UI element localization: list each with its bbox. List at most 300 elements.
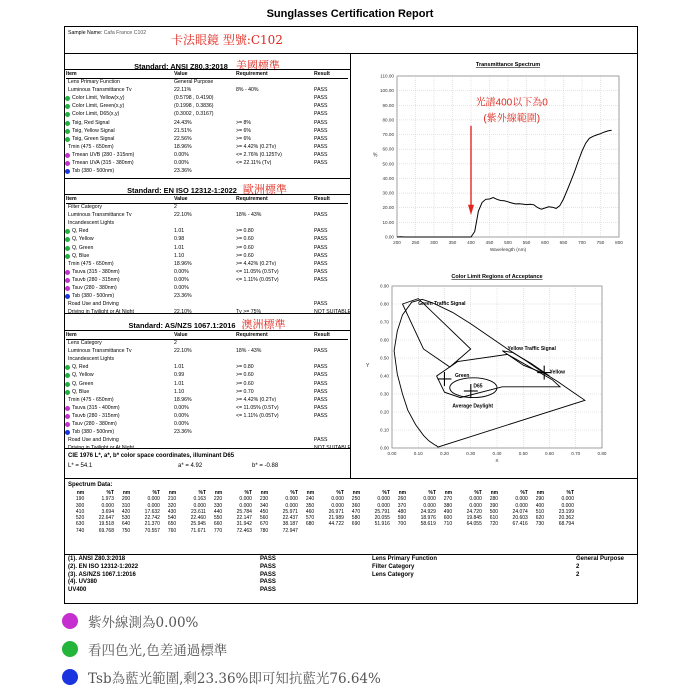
y-tick-label: 0.90 [380, 283, 389, 289]
spectrum-header-cell: nm [536, 490, 545, 496]
spectrum-cell: 230 [259, 496, 269, 503]
spectrum-cell: 470 [351, 508, 361, 515]
label-average-daylight: Average Daylight [452, 403, 494, 410]
status-dot-icon [65, 169, 70, 174]
status-dot-icon [65, 286, 70, 291]
spectrum-cell: 22.742 [144, 515, 160, 522]
row-value: 0.00% [174, 285, 189, 291]
status-dot-icon [65, 373, 70, 378]
cie-b: b* = -0.88 [252, 463, 279, 469]
spectrum-cell [452, 528, 482, 534]
spectrum-header-cell: nm [398, 490, 407, 496]
x-axis-label: Wavelength (nm) [489, 248, 527, 253]
spectrum-cell: 360 [351, 502, 361, 509]
row-item: Tsuv (280 - 380nm) [72, 285, 117, 291]
header-requirement: Requirement [236, 71, 268, 77]
table-row [66, 397, 348, 405]
row-item: Tsb (380 - 500nm) [72, 429, 115, 436]
spectrum-cell: 21.989 [328, 515, 344, 522]
spectrum-cell: 19.518 [98, 521, 114, 528]
spectrum-cell: 220 [213, 496, 223, 503]
spectrum-cell: 570 [305, 515, 315, 522]
spectrum-cell: 610 [489, 515, 499, 522]
status-dot-icon [65, 422, 70, 427]
row-requirement: Tv >= 75% [236, 309, 262, 316]
row-item: Q, Red [72, 364, 89, 371]
spectrum-header-cell: %T [382, 490, 390, 496]
row-item: Road Use and Driving [68, 301, 119, 308]
spectrum-cell: 70.557 [144, 527, 160, 534]
row-value: 1.10 [174, 388, 185, 395]
row-value: 23.36% [174, 168, 192, 175]
header-item: Item [66, 71, 77, 77]
row-item: Tmin (475 - 650nm) [68, 143, 114, 150]
spectrum-cell: 620 [535, 515, 545, 522]
row-value: 0.99 [174, 372, 185, 379]
spectrum-cell [298, 528, 314, 534]
table-row [66, 152, 348, 160]
spectrum-cell: 730 [535, 521, 545, 528]
row-value: 1.01 [174, 380, 185, 387]
spectrum-cell: 0.000 [377, 496, 390, 503]
summary-info-value: 2 [576, 563, 580, 570]
status-dot-icon [65, 390, 70, 395]
row-value: 22.10% [174, 348, 192, 355]
spectrum-row [68, 528, 574, 534]
row-requirement: <= 1.11% (0.05Tv) [236, 276, 279, 283]
y-tick-label: 90.00 [382, 102, 394, 108]
spectrum-header-cell: %T [244, 490, 252, 496]
x-tick-label: 800 [615, 240, 623, 245]
table-row [66, 245, 348, 253]
table-row [66, 212, 348, 220]
spectrum-cell: 0.000 [193, 502, 206, 509]
spectrum-cell: 25.945 [190, 521, 206, 528]
header-result: Result [314, 71, 330, 77]
y-tick-label: 100.00 [379, 88, 394, 94]
spectrum-cell: 0.000 [423, 496, 436, 503]
table-row [66, 340, 348, 348]
row-item: Luminous Transmittance Tv [68, 348, 132, 355]
row-result: PASS [314, 348, 328, 355]
row-item: Q, Green [72, 244, 94, 251]
row-value: General Purpose [174, 79, 214, 85]
y-axis-label: Y [366, 363, 370, 369]
summary-info-label: Filter Category [372, 563, 415, 570]
row-item: Tsig, Red Signal [72, 119, 110, 126]
row-value: 22.11% [174, 87, 192, 94]
status-dot-icon [65, 96, 70, 101]
spectrum-cell: 1.973 [101, 496, 114, 503]
sample-label: Sample Name: [68, 30, 103, 36]
spectrum-cell: 760 [167, 527, 177, 534]
table-row [66, 277, 348, 285]
row-item: Luminous Transmittance Tv [68, 87, 132, 94]
spectrum-cell: 17.632 [144, 508, 160, 515]
x-tick-label: 250 [411, 240, 420, 245]
spectrum-cell: 750 [121, 527, 131, 534]
transmittance-chart [352, 55, 636, 260]
sample-value: Cafa France C102 [103, 30, 147, 36]
cie-a: a* = 4.92 [178, 463, 203, 469]
table-row [66, 253, 348, 261]
row-value: 0.00% [174, 412, 189, 419]
spectrum-cell: 700 [397, 521, 407, 528]
spectrum-cell: 72.463 [236, 527, 252, 534]
row-value: 0.98 [174, 236, 185, 243]
spectrum-cell: 390 [489, 502, 499, 509]
row-requirement: >= 4.42% (0.2Tv) [236, 143, 277, 150]
y-tick-label: 110.00 [380, 73, 394, 79]
header-item: Item [66, 332, 77, 338]
spectrum-cell: 0.000 [285, 502, 298, 509]
as-annotation: 澳洲標準 [241, 318, 286, 331]
table-row [66, 301, 348, 309]
row-item: Q, Green [72, 380, 94, 387]
spectrum-cell: 72.947 [282, 527, 298, 534]
status-dot-icon [65, 278, 70, 283]
spectrum-cell: 71.671 [190, 527, 206, 534]
row-item: Incandescent Lights [68, 356, 115, 363]
row-result: PASS [314, 380, 328, 387]
table-row [66, 204, 348, 212]
table-row [66, 120, 348, 128]
row-result: PASS [314, 95, 328, 102]
spectrum-cell: 0.000 [561, 502, 574, 509]
row-result: PASS [314, 388, 328, 395]
en-annotation: 歐洲標準 [242, 183, 287, 196]
divider [64, 313, 350, 314]
spectrum-cell: 0.000 [515, 496, 528, 503]
transmittance-svg [352, 55, 636, 260]
table-row [66, 136, 348, 144]
spectrum-header-cell: %T [566, 490, 574, 496]
spectrum-header-cell: nm [168, 490, 177, 496]
spectrum-cell: 660 [213, 521, 223, 528]
spectrum-cell: 25.971 [282, 508, 298, 515]
spectrum-cell: 510 [535, 508, 545, 515]
spectrum-cell: 21.370 [144, 521, 160, 528]
row-result: PASS [314, 103, 328, 110]
spectrum-cell: 69.768 [98, 527, 114, 534]
divider [64, 69, 350, 70]
spectrum-cell: 0.000 [423, 502, 436, 509]
table-row [66, 389, 348, 397]
spectrum-cell [360, 528, 390, 534]
summary-info-value: General Purpose [576, 556, 625, 562]
color-svg [352, 270, 636, 475]
row-requirement: >= 0.60 [236, 380, 254, 387]
row-requirement: >= 0.60 [236, 372, 254, 379]
spectrum-header-cell: nm [122, 490, 131, 496]
spectrum-header-cell: nm [306, 490, 315, 496]
row-value: 0.00% [174, 404, 189, 411]
row-item: Tsuv (280 - 380nm) [72, 421, 117, 427]
spectrum-cell: 720 [489, 521, 499, 528]
row-value: 0.00% [174, 276, 189, 283]
row-result: PASS [314, 412, 328, 419]
row-item: Driving in Twilight or At Night [68, 309, 134, 316]
table-row [66, 160, 348, 168]
spectrum-cell [498, 528, 528, 534]
spectrum-cell: 19.845 [466, 515, 482, 522]
spectrum-cell: 580 [351, 515, 361, 522]
spectrum-cell: 0.000 [469, 502, 482, 509]
row-value: 1.01 [174, 228, 185, 235]
y-tick-label: 20.00 [382, 205, 394, 211]
table-header [66, 332, 348, 339]
y-tick-label: 0.30 [380, 391, 389, 397]
x-tick-label: 0.10 [413, 451, 423, 456]
row-result: PASS [314, 212, 328, 219]
x-tick-label: 0.60 [545, 451, 554, 456]
x-tick-label: 750 [596, 240, 605, 245]
row-item: Q, Blue [72, 252, 90, 259]
spectrum-cell: 680 [305, 521, 315, 528]
header-requirement: Requirement [236, 196, 268, 202]
spectrum-cell: 380 [443, 502, 453, 509]
spectrum-cell: 0.000 [239, 502, 252, 509]
status-dot-icon [65, 270, 70, 275]
status-dot-icon [65, 254, 70, 259]
spectrum-cell: 540 [167, 515, 177, 522]
row-item: Road Use and Driving [68, 437, 119, 444]
legend-text: 紫外線測為0.00% [88, 615, 199, 631]
spectrum-cell: 500 [489, 508, 499, 515]
annotation-uv: 光譜400以下為0 [475, 97, 548, 109]
table-row [66, 228, 348, 236]
spectrum-cell: 450 [259, 508, 269, 515]
spectrum-cell [390, 528, 406, 534]
spectrum-header-cell: %T [336, 490, 344, 496]
x-tick-label: 0.30 [466, 451, 476, 456]
status-dot-icon [65, 121, 70, 126]
row-value: 1.01 [174, 244, 185, 251]
spectrum-cell: 20.362 [558, 515, 574, 522]
row-requirement: 8% - 40% [236, 87, 259, 94]
spectrum-cell: 0.163 [193, 496, 206, 503]
spectrum-cell: 250 [351, 496, 361, 503]
divider [64, 194, 350, 195]
y-axis-label: % [373, 152, 378, 159]
spectrum-cell: 31.942 [236, 521, 252, 528]
spectrum-cell: 25.791 [374, 508, 390, 515]
table-row [66, 348, 348, 356]
y-tick-label: 40.00 [382, 175, 394, 181]
spectrum-cell: 22.147 [236, 515, 252, 522]
row-requirement: >= 4.42% (0.2Tv) [236, 260, 277, 267]
row-requirement: <= 2.76% (0.125Tv) [236, 151, 282, 158]
spectrum-cell: 200 [121, 496, 131, 503]
table-row [66, 220, 348, 228]
spectrum-cell: 0.000 [101, 502, 114, 509]
y-tick-label: 0.40 [380, 373, 389, 379]
spectrum-header-cell: nm [214, 490, 223, 496]
table-row [66, 364, 348, 372]
row-item: Q, Yellow [72, 236, 94, 243]
row-requirement: >= 0.80 [236, 364, 254, 371]
row-requirement: 18% - 43% [236, 212, 262, 219]
row-requirement: >= 4.42% (0.2Tv) [236, 396, 277, 403]
row-value: 2 [174, 340, 177, 346]
row-item: Q, Red [72, 228, 89, 235]
summary-result: PASS [260, 579, 276, 586]
divider [64, 554, 638, 555]
cie-l: L* = 54.1 [68, 463, 93, 469]
spectrum-cell: 18.976 [420, 515, 436, 522]
table-row [66, 293, 348, 301]
spectrum-cell: 0.000 [331, 496, 344, 503]
spectrum-cell: 210 [167, 496, 177, 503]
spectrum-header-cell: %T [106, 490, 114, 496]
x-tick-label: 400 [467, 240, 475, 245]
spectrum-title: Spectrum Data: [68, 482, 113, 488]
status-dot-icon [65, 104, 70, 109]
spectrum-cell: 0.000 [515, 502, 528, 509]
spectrum-cell: 38.187 [282, 521, 298, 528]
row-requirement: >= 0.70 [236, 388, 254, 395]
table-row [66, 429, 348, 437]
summary-standard: (3). AS/NZS 1067.1:2016 [68, 571, 136, 578]
row-value: 24.43% [174, 119, 192, 126]
ansi-title: Standard: ANSI Z80.3:2018 [134, 62, 228, 71]
spectrum-cell: 0.000 [377, 502, 390, 509]
spectrum-header-cell: nm [352, 490, 361, 496]
legend-dot-icon [62, 613, 78, 629]
status-dot-icon [65, 129, 70, 134]
table-row [66, 405, 348, 413]
row-requirement: >= 0.60 [236, 252, 254, 259]
spectrum-cell: 690 [351, 521, 361, 528]
color-chart [352, 270, 636, 475]
spectrum-header-cell: %T [474, 490, 482, 496]
row-item: Tsig, Green Signal [72, 135, 115, 142]
table-row [66, 413, 348, 421]
status-dot-icon [65, 406, 70, 411]
spectrum-cell: 330 [213, 502, 223, 509]
spectrum-cell: 590 [397, 515, 407, 522]
table-row [66, 103, 348, 111]
spectrum-header-cell: %T [198, 490, 206, 496]
spectrum-cell: 24.929 [420, 508, 436, 515]
spectrum-cell: 710 [443, 521, 453, 528]
sample-annotation: 卡法眼鏡 型號:C102 [171, 33, 283, 47]
table-row [66, 111, 348, 119]
spectrum-cell: 26.971 [328, 508, 344, 515]
spectrum-cell: 490 [443, 508, 453, 515]
row-value: 18.96% [174, 143, 192, 150]
chart-title: Color Limit Regions of Acceptance [451, 274, 543, 280]
spectrum-cell: 0.000 [285, 496, 298, 503]
row-item: Incandescent Lights [68, 220, 115, 227]
spectrum-cell: 460 [305, 508, 315, 515]
x-tick-label: 700 [578, 240, 586, 245]
row-result: PASS [314, 396, 328, 403]
spectrum-cell: 0.000 [469, 496, 482, 503]
row-requirement: >= 0.60 [236, 244, 254, 251]
status-dot-icon [65, 229, 70, 234]
spectrum-cell: 520 [75, 515, 85, 522]
row-result: PASS [314, 404, 328, 411]
spectrum-cell: 430 [167, 508, 177, 515]
as-title: Standard: AS/NZS 1067.1:2016 [128, 321, 236, 330]
divider [64, 478, 638, 479]
spectrum-header-cell: nm [260, 490, 269, 496]
row-value: 0.00% [174, 268, 189, 275]
row-result: PASS [314, 276, 328, 283]
row-item: Tmean UVA (315 - 380nm) [72, 160, 134, 166]
header-result: Result [314, 196, 330, 202]
spectrum-cell: 64.055 [466, 521, 482, 528]
table-row [66, 79, 348, 87]
spectrum-cell: 400 [535, 502, 545, 509]
header-value: Value [174, 71, 188, 77]
table-row [66, 285, 348, 293]
spectrum-cell [528, 528, 544, 534]
row-value: 1.01 [174, 364, 185, 371]
summary-result: PASS [260, 587, 276, 594]
spectrum-cell: 23.199 [558, 508, 574, 515]
table-row [66, 168, 348, 176]
spectrum-cell: 3.694 [101, 508, 114, 515]
row-result: PASS [314, 127, 328, 134]
spectrum-cell: 24.074 [512, 508, 528, 515]
row-requirement: >= 0.80 [236, 228, 254, 235]
row-item: Tsuva (315 - 380nm) [72, 268, 120, 275]
table-row [66, 421, 348, 429]
spectrum-cell: 25.784 [236, 508, 252, 515]
divider [64, 330, 350, 331]
spectrum-cell [406, 528, 436, 534]
row-requirement: 18% - 43% [236, 348, 262, 355]
row-result: PASS [314, 437, 328, 444]
cie-title: CIE 1976 L*, a*, b* color space coordinates, illuminant D65 [68, 453, 235, 459]
y-tick-label: 0.70 [380, 319, 389, 325]
x-tick-label: 650 [559, 240, 568, 245]
legend-text: Tsb為藍光範圍,剩23.36%即可知抗藍光76.64% [88, 671, 381, 687]
spectrum-cell: 0.000 [147, 496, 160, 503]
row-item: Tsig, Yellow Signal [72, 127, 115, 134]
legend-dot-icon [62, 641, 78, 657]
row-value: 0.00% [174, 160, 189, 166]
annotation-uv-range: (紫外線範圍) [483, 113, 541, 125]
ansi-annotation: 美國標準 [235, 59, 280, 72]
row-requirement: <= 1.11% (0.05Tv) [236, 412, 279, 419]
row-requirement: >= 6% [236, 135, 251, 142]
spectrum-cell: 530 [121, 515, 131, 522]
status-dot-icon [65, 153, 70, 158]
spectrum-cell [314, 528, 344, 534]
status-dot-icon [65, 382, 70, 387]
row-item: Color Limit, Yellow(x,y) [72, 95, 125, 102]
row-item: Tmean UVB (280 - 315nm) [72, 151, 135, 158]
row-value: 22.10% [174, 309, 192, 316]
row-item: Q, Yellow [72, 372, 94, 379]
row-result: PASS [314, 236, 328, 243]
row-value: 23.36% [174, 429, 192, 436]
label-green-signal: Green Traffic Signal [418, 300, 466, 307]
table-header [66, 71, 348, 78]
header-item: Item [66, 196, 77, 202]
y-tick-label: 60.00 [382, 146, 394, 152]
spectrum-cell: 600 [443, 515, 453, 522]
spectrum-cell: 740 [75, 527, 85, 534]
row-item: Lens Category [68, 340, 102, 346]
y-tick-label: 0.80 [380, 301, 389, 307]
row-result: NOT SUITABLE [314, 309, 351, 316]
x-tick-label: 500 [504, 240, 512, 245]
table-row [66, 381, 348, 389]
